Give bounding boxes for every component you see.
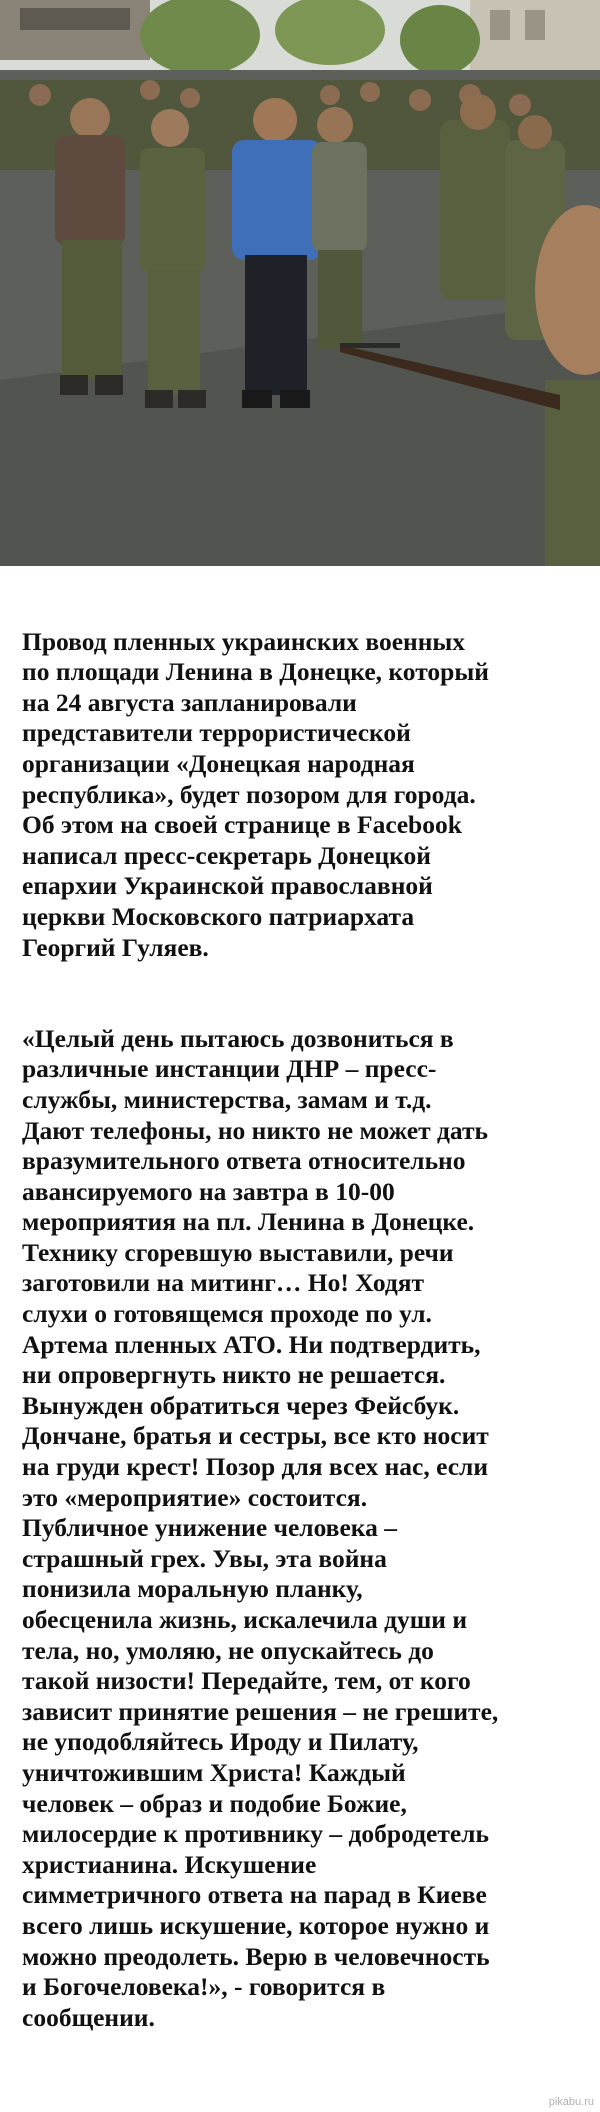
photo-illustration bbox=[0, 0, 600, 566]
article-body bbox=[22, 596, 588, 2064]
article-lead-paragraph: Провод пленных украинских военных по площади Ленина в Донецке, который на 24 августа запланировали представители террористической организации «Донецкая народная республика», будет позором для города. Об этом на своей странице в Facebook написал пресс-секретарь Донецкой епархии Украинской православной церкви Московского патриархата Георгий Гуляев. bbox=[22, 626, 489, 962]
watermark: pikabu.ru bbox=[548, 2096, 594, 2108]
news-photo bbox=[0, 0, 600, 566]
article-quote-paragraph: «Целый день пытаюсь дозвониться в различные инстанции ДНР – пресс- службы, министерства, замам и т.д. Дают телефоны, но никто не может дать вразумительного ответа относительно авансируемого на завтра в 10-00 мероприятия на пл. Ленина в Донецке. Технику сгоревшую выставили, речи заготовили на митинг… Но! Ходят слухи о готовящемся проходе по ул. Артема пленных АТО. Ни подтвердить, ни опровергнуть никто не решается. Вынужден обратиться через Фейсбук. Дончане, братья и сестры, все кто носит на груди крест! Позор для всех нас, если это «мероприятие» состоится. Публичное унижение человека – страшный грех. Увы, эта война понизила моральную планку, обесценила жизнь, искалечила души и тела, но, умоляю, не опускайтесь до такой низости! Передайте, тем, от кого зависит принятие решения – не грешите, не уподобляйтесь Ироду и Пилату, уничтожившим Христа! Каждый человек – образ и подобие Божие, милосердие к противнику – добродетель христианина. Искушение симметричного ответа на парад в Киеве всего лишь искушение, которое нужно и можно преодолеть. Верю в человечность и Богочеловека!», - говорится в сообщении. bbox=[22, 1023, 499, 2032]
